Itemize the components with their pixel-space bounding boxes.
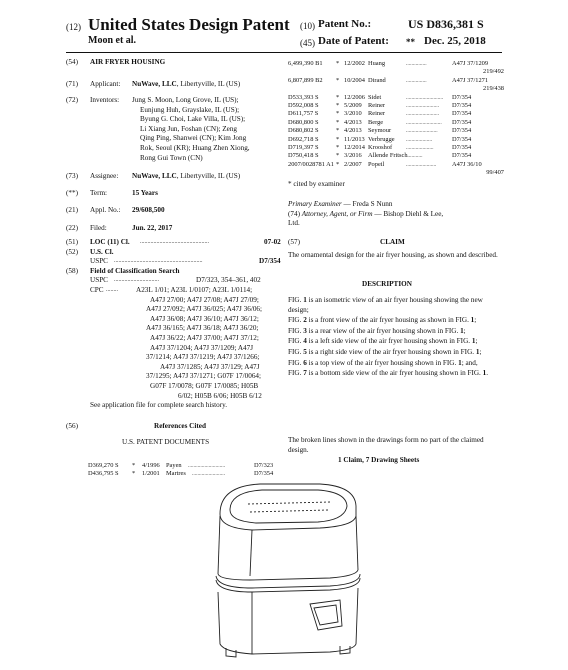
ref-class: D7/354 <box>452 93 472 101</box>
ref-class: D7/354 <box>452 101 472 109</box>
ref-star: * <box>336 118 340 126</box>
ref-dots: .................... <box>406 144 434 151</box>
description-text: FIG. <box>288 358 304 367</box>
ref-dots: ................... <box>406 136 433 143</box>
broken-lines-note: The broken lines shown in the drawings form no part of the claimed design. <box>288 436 484 454</box>
field-51-code: (51) <box>66 238 78 246</box>
cpc-line-1: A23L 1/01; A23L 1/0107; A23L 1/0114; <box>136 286 253 294</box>
ref-star: * <box>336 93 340 101</box>
ref-row-continued <box>288 169 504 177</box>
ref-number: D680,800 S <box>288 118 319 126</box>
figure-number: 3 <box>303 326 307 335</box>
ref-row <box>288 110 504 118</box>
ref-row <box>288 127 504 135</box>
figure-description <box>288 359 502 369</box>
description-text: FIG. <box>288 296 304 304</box>
ref-row <box>288 161 504 169</box>
description-text: FIG. <box>288 316 304 325</box>
us-cl-sub: USPC <box>90 257 108 266</box>
attorney-value: — Bishop Diehl & Lee, <box>372 209 444 218</box>
ref-name: Huang <box>368 60 386 67</box>
cpc-line-6: A47J 36/22; A47J 37/00; A47J 37/12; <box>150 334 259 342</box>
ref-name: Allende Fritsch <box>368 152 408 160</box>
description-text: ; <box>474 316 477 325</box>
ref-class-continued: 219/438 <box>483 85 504 93</box>
patent-type-title: United States Design Patent <box>88 15 290 34</box>
figure-number: 1 <box>471 337 476 346</box>
appl-no-value: 29/608,500 <box>132 206 165 214</box>
ref-row <box>288 94 504 102</box>
ref-class: D7/354 <box>254 470 274 478</box>
search-history-note: See application file for complete search history. <box>90 401 228 410</box>
ref-class: D7/354 <box>452 135 472 143</box>
assignee-label: Assignee: <box>90 172 119 180</box>
description-text: ; <box>475 337 478 346</box>
assignee-name: NuWave, LLC <box>132 172 177 180</box>
us-docs-subtitle: U.S. PATENT DOCUMENTS <box>122 438 210 446</box>
description-text: FIG. <box>288 347 304 356</box>
filed-value: Jun. 22, 2017 <box>132 224 173 232</box>
ref-star: * <box>132 470 136 478</box>
ref-star: * <box>336 110 340 118</box>
field-74 <box>288 210 443 220</box>
ref-dots: ........................... <box>188 463 226 469</box>
cpc-line-11: G07F 17/0078; G07F 17/0085; H05B <box>150 382 259 390</box>
ref-row-continued <box>288 68 504 76</box>
description-title: DESCRIPTION <box>362 280 412 288</box>
ref-class: D7/354 <box>452 118 472 126</box>
field-73-code: (73) <box>66 172 78 180</box>
ref-date: 4/2013 <box>344 127 362 135</box>
description-text: FIG. <box>288 337 304 346</box>
claim-title: CLAIM <box>380 238 405 246</box>
field-56-code: (56) <box>66 422 78 430</box>
ref-dots: ............ <box>406 153 423 160</box>
references-title: References Cited <box>154 422 206 430</box>
search-uspc-value: D7/323, 354–361, 402 <box>196 276 261 285</box>
description-text: is a right side view of the air fryer housing shown in FIG. <box>306 347 476 356</box>
code-45: (45) <box>300 38 315 48</box>
field-term-code: (**) <box>66 189 78 197</box>
cpc-line-5: A47J 36/165; A47J 36/18; A47J 36/20; <box>146 324 259 333</box>
code-12: (12) <box>66 22 81 32</box>
loc-dots: .............................................. <box>140 239 209 245</box>
ref-number: 2007/0028781 A1 <box>288 160 334 168</box>
inventor-line-2: Eunjung Huh, Grayslake, IL (US); <box>140 105 240 114</box>
ref-dots: ...................... <box>406 161 437 168</box>
inventor-line-5: Qing Ping, Shanwei (CN); Kim Jong <box>140 134 247 143</box>
inventor-line-1: Jung S. Moon, Long Grove, IL (US); <box>132 96 239 104</box>
title-of-invention: AIR FRYER HOUSING <box>90 58 166 66</box>
figure-number: 1 <box>482 369 487 378</box>
ref-class: A47J 37/1271 <box>452 76 489 84</box>
claims-sheets-count: 1 Claim, 7 Drawing Sheets <box>338 456 420 464</box>
inventor-line-4: Li Xiang Jun, Foshan (CN); Zeng <box>140 124 238 133</box>
figure-description <box>288 369 502 379</box>
ref-date: 12/2014 <box>344 143 365 151</box>
search-uspc-dots: .............................. <box>114 277 159 284</box>
ref-date: 12/2006 <box>344 93 365 101</box>
cited-note: * cited by examiner <box>288 180 345 188</box>
ref-dots: ........................ <box>406 102 439 109</box>
cpc-line-10: 37/1295; A47J 37/1271; G07F 17/0064; <box>146 372 262 381</box>
ref-name: Payen <box>166 462 182 469</box>
claim-text: The ornamental design for the air fryer housing, as shown and described. <box>288 251 498 259</box>
cpc-line-8: 37/1214; A47J 37/1219; A47J 37/1266; <box>146 353 260 362</box>
ref-row <box>288 119 504 127</box>
figure-number: 6 <box>303 358 307 367</box>
ref-name: Verbrugge <box>368 135 395 143</box>
ref-row <box>288 102 504 110</box>
ref-number: D592,008 S <box>288 101 319 109</box>
description-text: . <box>486 369 489 378</box>
ref-number: D369,270 S <box>88 462 119 469</box>
ref-star: * <box>336 143 340 151</box>
ref-name: Martres <box>166 470 186 478</box>
ref-dots: ........................... <box>406 94 444 101</box>
ref-name: Sidet <box>368 93 382 101</box>
description-text: is a front view of the air fryer housing as shown in FIG. <box>306 316 471 325</box>
ref-date: 5/2009 <box>344 101 362 109</box>
field-72-code: (72) <box>66 96 78 104</box>
figure-number: 1 <box>303 296 307 304</box>
loc-label: LOC (11) Cl. <box>90 238 130 246</box>
ref-row <box>288 136 504 144</box>
ref-name: Seymour <box>368 127 392 135</box>
description-body <box>288 296 502 380</box>
ref-number: D750,418 S <box>288 152 319 160</box>
applicant-label: Applicant: <box>90 80 121 88</box>
ref-star: * <box>336 76 340 84</box>
figure-description <box>288 316 502 326</box>
figure-number: 1 <box>458 358 462 367</box>
field-22-code: (22) <box>66 224 78 232</box>
description-text: is a top view of the air fryer housing shown in FIG. <box>306 358 459 367</box>
ref-star: * <box>336 160 340 168</box>
term-label: Term: <box>90 189 108 197</box>
ref-name: Reiner <box>368 110 386 118</box>
ref-star: * <box>336 101 340 109</box>
ref-number: D719,397 S <box>288 143 319 151</box>
description-text: ; <box>463 326 466 335</box>
ref-row <box>288 60 504 68</box>
ref-name: Reiner <box>368 101 386 109</box>
primary-examiner-name: — Freda S Nunn <box>341 200 393 208</box>
ref-class-continued: 219/492 <box>483 68 504 76</box>
cpc-line-12: 6/02; H05B 6/06; H05B 6/12 <box>178 391 262 400</box>
ref-number: D533,393 S <box>288 93 319 101</box>
patent-no-label: Patent No.: <box>318 18 372 30</box>
ref-star: * <box>336 60 340 67</box>
header-rule <box>66 52 502 53</box>
ref-row-continued <box>288 85 504 93</box>
ref-star: * <box>132 462 136 469</box>
figure-description <box>288 348 502 358</box>
assignee-value <box>132 172 240 182</box>
loc-value: 07-02 <box>264 238 281 246</box>
date-label: Date of Patent: <box>318 35 389 47</box>
ref-row <box>88 462 288 470</box>
primary-examiner <box>288 200 392 210</box>
description-text: is a left side view of the air fryer housing shown in FIG. <box>306 337 472 346</box>
ref-date: 1/2001 <box>142 470 160 478</box>
ref-row <box>288 77 504 85</box>
code-10: (10) <box>300 21 315 31</box>
ref-class: D7/354 <box>452 110 472 118</box>
ref-date: 2/2007 <box>344 160 362 168</box>
ref-date: 4/2013 <box>344 118 362 126</box>
term-value: 15 Years <box>132 189 158 197</box>
description-text: FIG. <box>288 369 304 378</box>
right-ref-table <box>288 60 504 177</box>
ref-date: 3/2016 <box>344 152 362 160</box>
inventor-line-3: Byung G. Choi, Lake Villa, IL (US); <box>140 115 246 124</box>
air-fryer-drawing <box>190 476 380 666</box>
attorney-label: Attorney, Agent, or Firm <box>301 209 373 218</box>
ref-class: D7/354 <box>452 152 472 160</box>
field-74-code: (74) <box>288 209 300 218</box>
figure-description <box>288 296 502 315</box>
applicant-name: NuWave, LLC <box>132 80 177 88</box>
appl-no-label: Appl. No.: <box>90 206 121 214</box>
ref-number: D436,795 S <box>88 470 119 478</box>
ref-date: 11/2013 <box>344 135 365 143</box>
ref-row <box>288 144 504 152</box>
cpc-line-9: A47J 37/1285; A47J 37/129; A47J <box>160 362 260 371</box>
ref-dots: ....................... <box>406 128 438 135</box>
ref-number: 6,499,390 B1 <box>288 60 323 67</box>
search-uspc-label: USPC <box>90 276 108 285</box>
inventors-short: Moon et al. <box>88 35 137 46</box>
field-58-code: (58) <box>66 266 78 275</box>
description-text: is a rear view of the air fryer housing shown in FIG. <box>306 326 461 335</box>
ref-dots: ............... <box>406 77 427 84</box>
ref-name: Popeil <box>368 160 385 168</box>
us-cl-label: U.S. Cl. <box>90 247 114 256</box>
ref-dots: ........................ <box>192 471 225 478</box>
description-text: is an isometric view of an air fryer housing showing the new design; <box>288 296 483 314</box>
ref-name: Dirand <box>368 76 386 84</box>
ref-dots: ............... <box>406 61 427 67</box>
ref-number: D692,718 S <box>288 135 319 143</box>
ref-class: A47J 37/1209 <box>452 60 489 67</box>
applicant-location: , Libertyville, IL (US) <box>176 80 241 88</box>
ref-class: A47J 36/10 <box>452 160 482 168</box>
field-21-code: (21) <box>66 206 78 214</box>
ref-row <box>288 152 504 160</box>
patent-date: Dec. 25, 2018 <box>424 35 486 47</box>
figure-number: 7 <box>303 369 307 378</box>
field-57-code: (57) <box>288 238 300 246</box>
inventor-line-6: Rok, Seoul (KR); Huang Zhen Xiong, <box>140 144 250 152</box>
ref-dots: ........................ <box>406 111 439 118</box>
search-cpc-label: CPC <box>90 286 104 294</box>
filed-label: Filed: <box>90 224 107 232</box>
ref-class: D7/354 <box>452 143 472 151</box>
primary-examiner-label: Primary Examiner <box>288 200 342 208</box>
ref-name: Krooshof <box>368 143 393 151</box>
ref-class: D7/323 <box>254 462 274 469</box>
ref-date: 10/2004 <box>344 76 365 84</box>
ref-star: * <box>336 152 340 160</box>
figure-number: 5 <box>303 347 307 356</box>
ref-number: 6,807,899 B2 <box>288 76 323 84</box>
figure-description <box>288 327 502 337</box>
attorney-value-2: Ltd. <box>288 219 300 228</box>
ref-name: Berge <box>368 118 384 126</box>
description-text: is a bottom side view of the air fryer housing shown in FIG. <box>306 369 483 378</box>
cpc-line-3: A47J 27/092; A47J 36/025; A47J 36/06; <box>146 305 263 314</box>
description-text: ; <box>479 347 482 356</box>
field-52-code: (52) <box>66 247 78 256</box>
ref-date: 12/2002 <box>344 60 365 67</box>
cpc-line-7: A47J 37/1204; A47J 37/1209; A47J <box>150 343 254 352</box>
field-71-code: (71) <box>66 80 78 88</box>
cpc-line-2: A47J 27/00; A47J 27/08; A47J 27/09; <box>150 295 259 304</box>
figure-number: 1 <box>475 347 480 356</box>
field-54-code: (54) <box>66 58 78 66</box>
description-text: FIG. <box>288 326 304 335</box>
figure-number: 1 <box>460 326 464 335</box>
ref-date: 4/1996 <box>142 462 160 469</box>
ref-star: * <box>336 127 340 135</box>
ref-class: D7/354 <box>452 127 472 135</box>
patent-number: US D836,381 S <box>408 17 484 31</box>
ref-number: D680,802 S <box>288 127 319 135</box>
ref-class-continued: 99/407 <box>486 169 504 177</box>
figure-number: 1 <box>470 316 475 325</box>
us-cl-value: D7/354 <box>259 257 281 266</box>
cpc-line-4: A47J 36/08; A47J 36/10; A47J 36/12; <box>150 314 259 323</box>
figure-number: 4 <box>303 337 307 346</box>
applicant-value <box>132 80 240 90</box>
inventors-label: Inventors: <box>90 96 120 104</box>
figure-description <box>288 337 502 347</box>
search-field-label: Field of Classification Search <box>90 266 180 275</box>
ref-date: 3/2010 <box>344 110 362 118</box>
ref-star: * <box>336 135 340 143</box>
assignee-location: , Libertyville, IL (US) <box>176 172 241 180</box>
search-cpc-dots: ........ <box>106 287 118 293</box>
us-cl-dots: ........................................................... <box>114 258 203 265</box>
ref-dots: .......................... <box>406 119 442 126</box>
ref-number: D611,757 S <box>288 110 319 118</box>
description-text: ; and, <box>461 358 478 367</box>
date-star: ** <box>406 37 415 47</box>
figure-number: 2 <box>303 316 307 325</box>
inventor-line-7: Rong Gui Town (CN) <box>140 153 203 162</box>
